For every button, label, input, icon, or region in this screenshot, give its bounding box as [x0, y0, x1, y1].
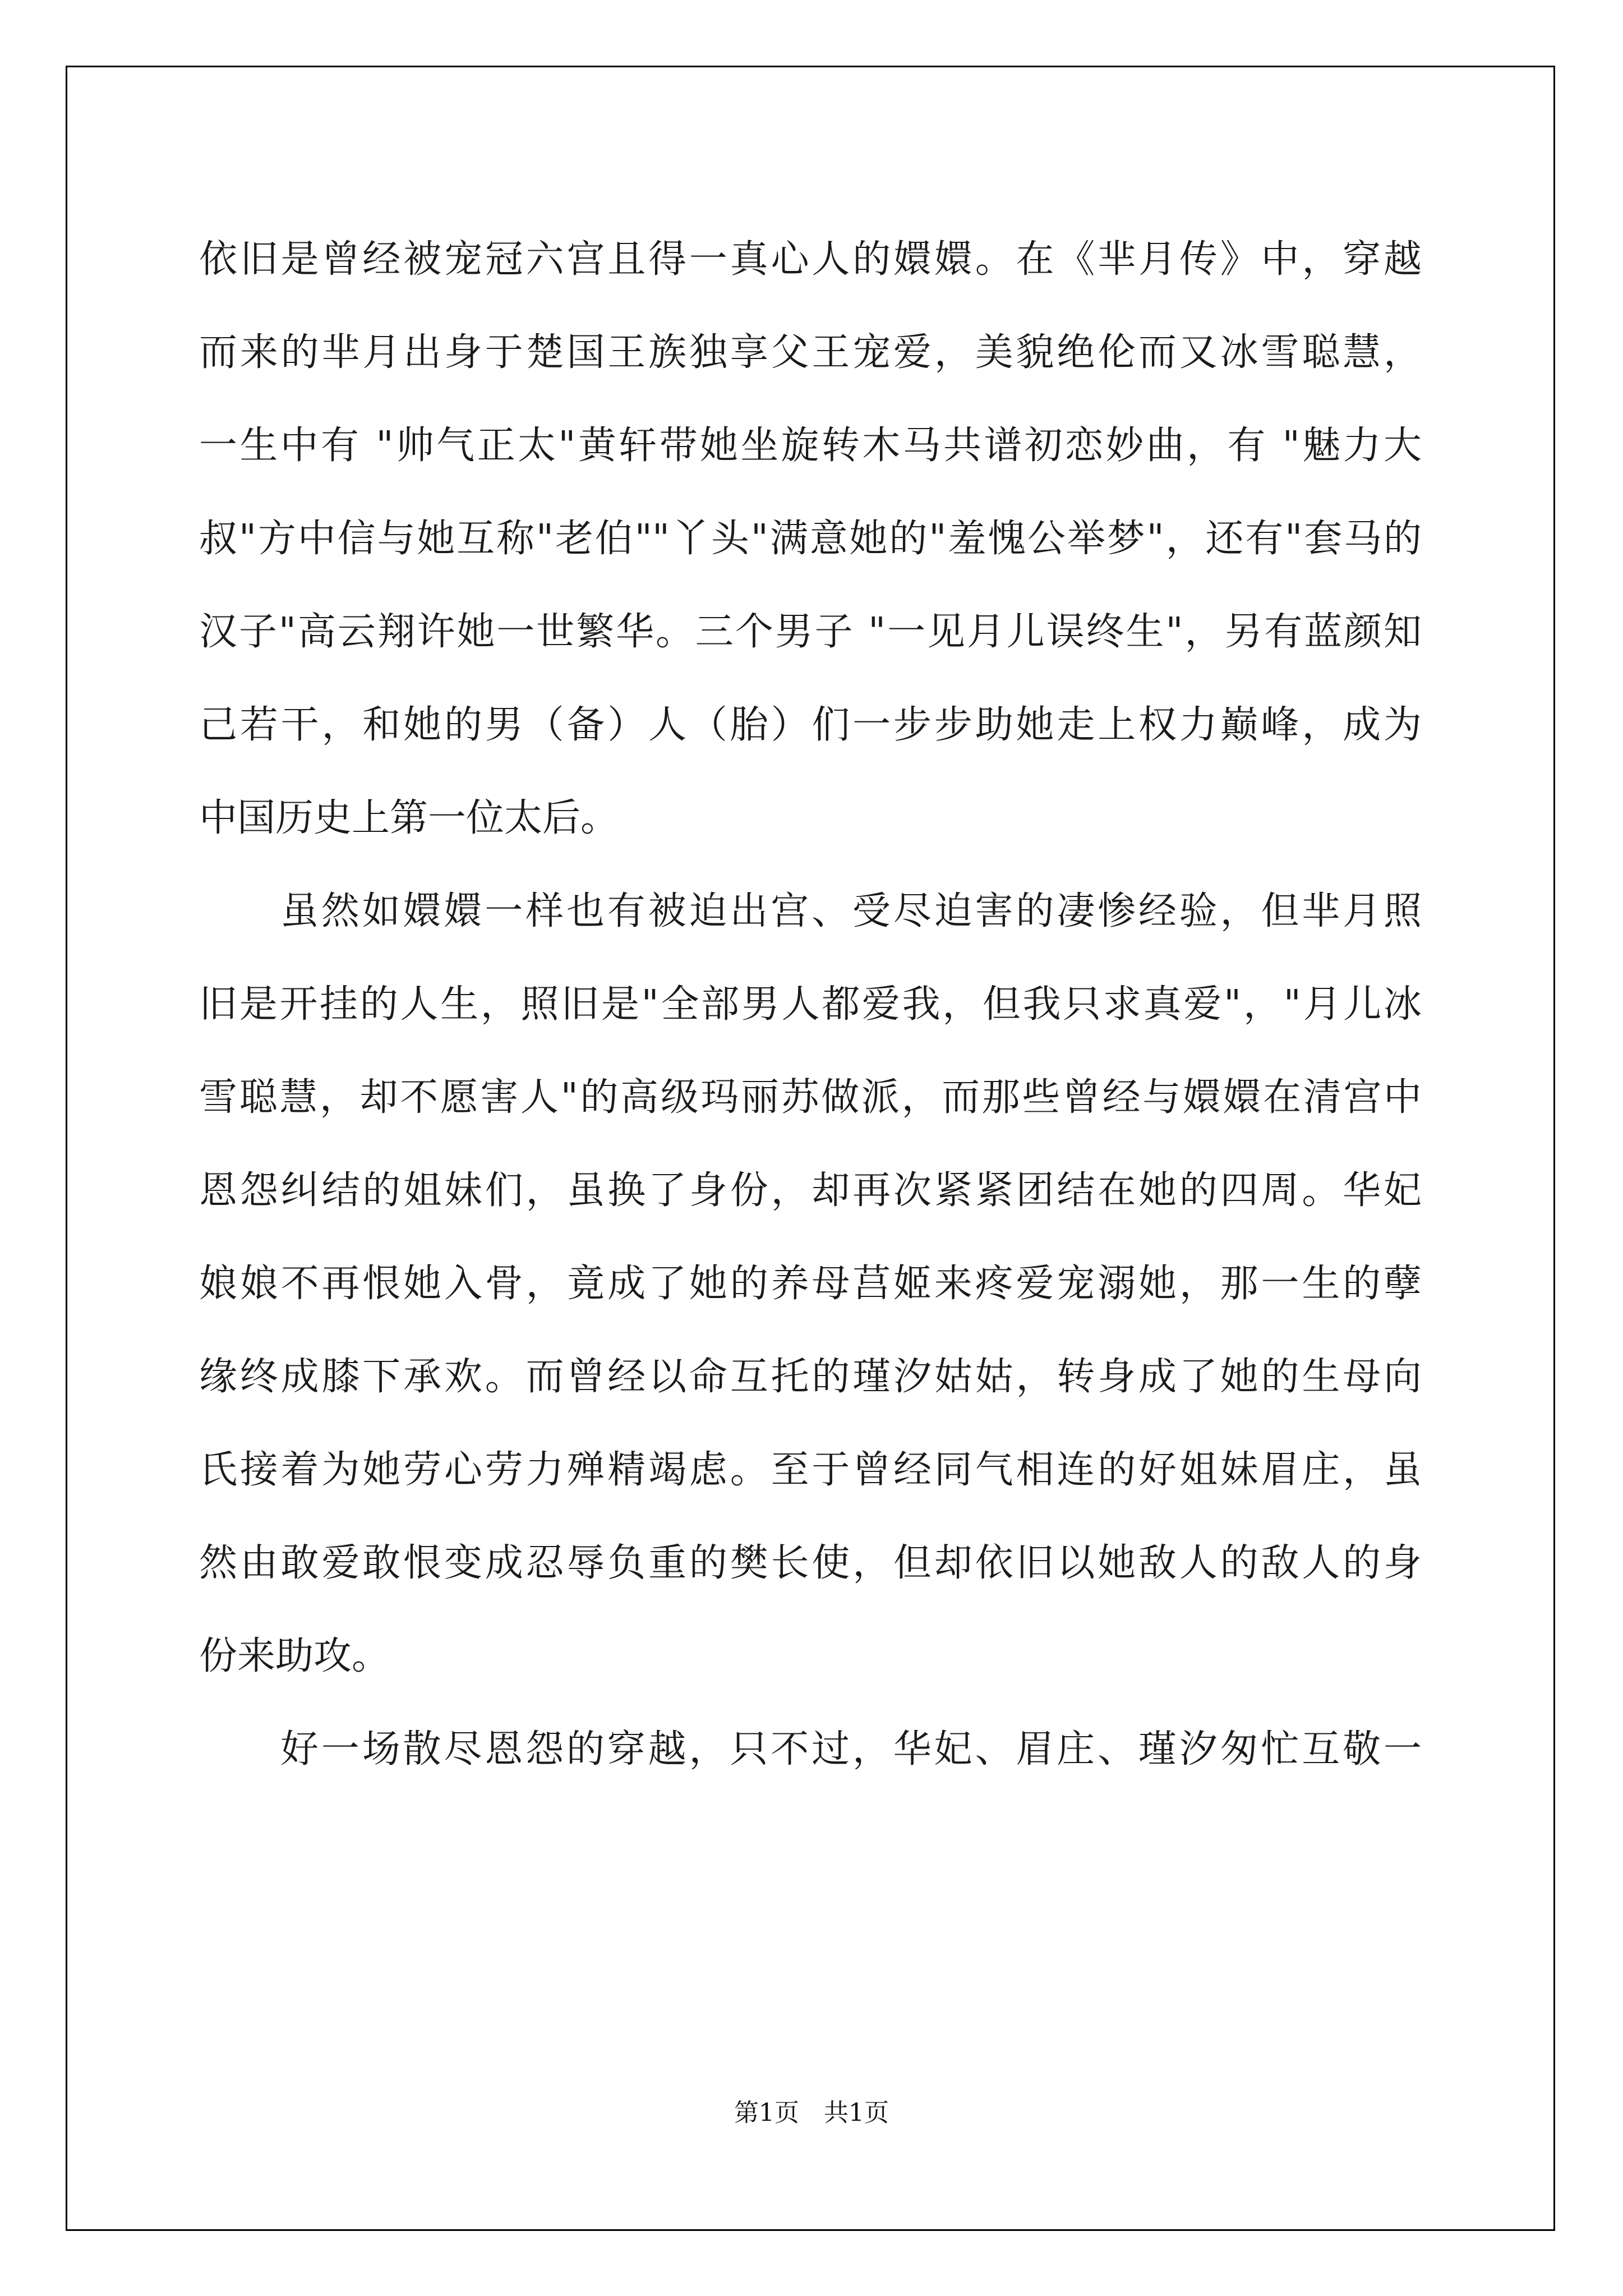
text-line: 而来的芈月出身于楚国王族独享父王宠爱，美貌绝伦而又冰雪聪慧， — [199, 330, 1422, 375]
text-line: 依旧是曾经被宠冠六宫且得一真心人的嬛嬛。在《芈月传》中，穿越 — [199, 237, 1422, 282]
text-line: 氏接着为她劳心劳力殚精竭虑。至于曾经同气相连的好姐妹眉庄，虽 — [199, 1448, 1422, 1492]
page-number-footer: 第1页 共1页 — [734, 2099, 889, 2127]
paragraph-1 — [199, 213, 1422, 865]
paragraph-2 — [199, 865, 1422, 1703]
text-line: 己若干，和她的男（备）人（胎）们一步步助她走上权力巅峰，成为 — [199, 703, 1422, 747]
text-line: 中国历史上第一位太后。 — [199, 796, 619, 840]
text-line: 虽然如嬛嬛一样也有被迫出宫、受尽迫害的凄惨经验，但芈月照 — [280, 889, 1422, 933]
text-line: 汉子"高云翔许她一世繁华。三个男子 "一见月儿误终生"，另有蓝颜知 — [199, 610, 1422, 654]
document-body — [199, 213, 1422, 1796]
text-line: 然由敢爱敢恨变成忍辱负重的樊长使，但却依旧以她敌人的敌人的身 — [199, 1541, 1422, 1585]
paragraph-3 — [199, 1703, 1422, 1796]
text-line: 好一场散尽恩怨的穿越，只不过，华妃、眉庄、瑾汐匆忙互敬一 — [280, 1727, 1422, 1772]
text-line: 雪聪慧，却不愿害人"的高级玛丽苏做派，而那些曾经与嬛嬛在清宫中 — [199, 1075, 1422, 1120]
text-line: 叔"方中信与她互称"老伯""丫头"满意她的"羞愧公举梦"，还有"套马的 — [199, 517, 1422, 561]
text-line: 一生中有 "帅气正太"黄轩带她坐旋转木马共谱初恋妙曲，有 "魅力大 — [199, 424, 1422, 468]
text-line: 份来助攻。 — [199, 1634, 390, 1678]
text-line: 恩怨纠结的姐妹们，虽换了身份，却再次紧紧团结在她的四周。华妃 — [199, 1168, 1422, 1213]
text-line: 缘终成膝下承欢。而曾经以命互托的瑾汐姑姑，转身成了她的生母向 — [199, 1355, 1422, 1399]
text-line: 娘娘不再恨她入骨，竟成了她的养母莒姬来疼爱宠溺她，那一生的孽 — [199, 1262, 1422, 1306]
text-line: 旧是开挂的人生，照旧是"全部男人都爱我，但我只求真爱"，"月儿冰 — [199, 982, 1422, 1027]
